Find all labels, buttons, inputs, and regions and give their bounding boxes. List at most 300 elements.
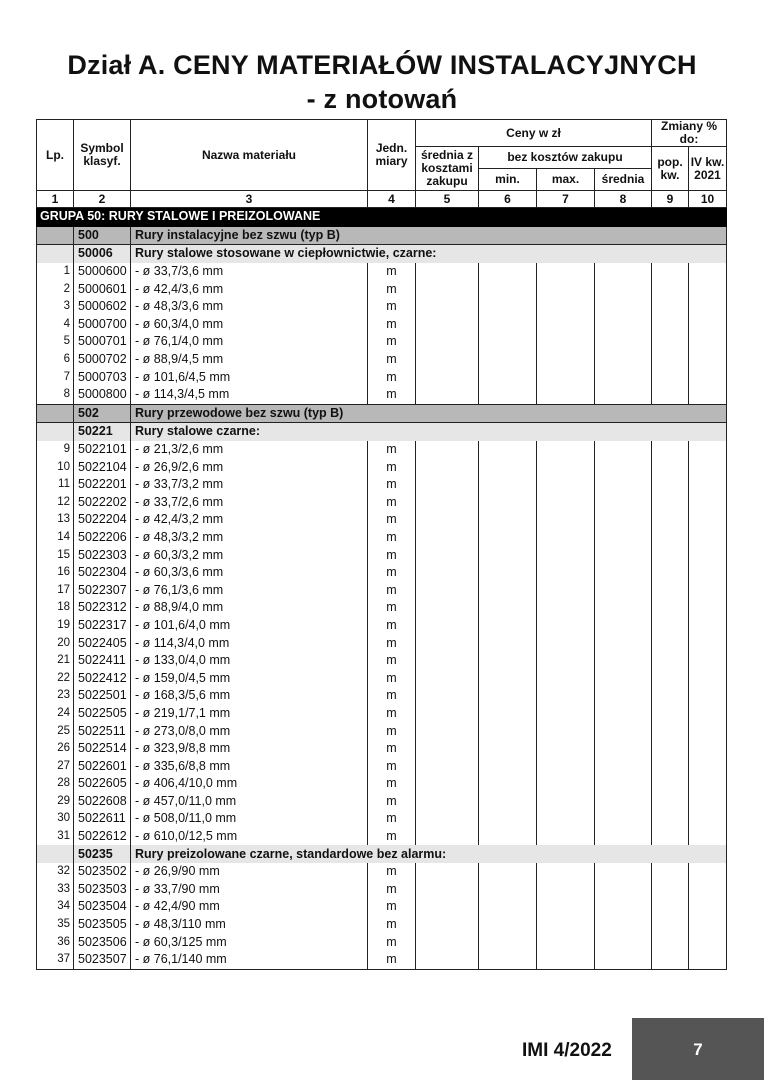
row-lp: 4 xyxy=(37,316,74,334)
row-empty-cell xyxy=(537,333,595,351)
row-empty-cell xyxy=(479,511,537,529)
row-unit: m xyxy=(368,529,416,547)
row-unit: m xyxy=(368,863,416,881)
table-row xyxy=(37,564,727,582)
row-symbol: 5022303 xyxy=(74,546,131,564)
column-number: 8 xyxy=(595,191,652,208)
row-empty-cell xyxy=(595,458,652,476)
row-empty-cell xyxy=(537,316,595,334)
row-unit: m xyxy=(368,740,416,758)
header-avg-with-costs: średnia z kosztami zakupu xyxy=(416,147,479,191)
row-empty-cell xyxy=(595,793,652,811)
row-empty-cell xyxy=(652,634,689,652)
row-empty-cell xyxy=(652,316,689,334)
row-empty-cell xyxy=(689,793,727,811)
column-number: 6 xyxy=(479,191,537,208)
row-unit: m xyxy=(368,617,416,635)
table-row xyxy=(37,458,727,476)
row-empty-cell xyxy=(595,511,652,529)
row-name: - ø 457,0/11,0 mm xyxy=(131,793,368,811)
row-name: - ø 33,7/3,6 mm xyxy=(131,263,368,281)
row-unit: m xyxy=(368,652,416,670)
row-empty-cell xyxy=(416,386,479,404)
row-symbol: 5022601 xyxy=(74,757,131,775)
table-row xyxy=(37,652,727,670)
row-unit: m xyxy=(368,881,416,899)
table-row xyxy=(37,951,727,969)
row-name: - ø 88,9/4,0 mm xyxy=(131,599,368,617)
publication-label: IMI 4/2022 xyxy=(522,1040,612,1061)
row-empty-cell xyxy=(652,599,689,617)
row-lp: 32 xyxy=(37,863,74,881)
row-lp: 21 xyxy=(37,652,74,670)
row-empty-cell xyxy=(689,810,727,828)
row-unit: m xyxy=(368,386,416,404)
row-empty-cell xyxy=(479,263,537,281)
row-lp: 22 xyxy=(37,669,74,687)
row-name: - ø 76,1/3,6 mm xyxy=(131,581,368,599)
row-empty-cell xyxy=(595,333,652,351)
row-empty-cell xyxy=(537,863,595,881)
table-row xyxy=(37,333,727,351)
table-row xyxy=(37,916,727,934)
row-symbol: 5000703 xyxy=(74,368,131,386)
row-empty-cell xyxy=(689,687,727,705)
row-name: - ø 159,0/4,5 mm xyxy=(131,669,368,687)
row-empty-cell xyxy=(479,775,537,793)
row-lp: 28 xyxy=(37,775,74,793)
row-empty-cell xyxy=(537,951,595,969)
subsection-row xyxy=(37,423,727,441)
row-empty-cell xyxy=(689,933,727,951)
row-unit: m xyxy=(368,951,416,969)
row-empty-cell xyxy=(652,916,689,934)
row-symbol: 5023506 xyxy=(74,933,131,951)
row-empty-cell xyxy=(537,564,595,582)
row-empty-cell xyxy=(537,793,595,811)
row-unit: m xyxy=(368,476,416,494)
row-unit: m xyxy=(368,599,416,617)
row-lp: 34 xyxy=(37,898,74,916)
row-symbol: 5000601 xyxy=(74,280,131,298)
row-empty-cell xyxy=(537,740,595,758)
row-empty-cell xyxy=(537,599,595,617)
row-empty-cell xyxy=(479,740,537,758)
row-unit: m xyxy=(368,705,416,723)
row-empty-cell xyxy=(652,705,689,723)
row-empty-cell xyxy=(537,368,595,386)
row-empty-cell xyxy=(652,669,689,687)
row-name: - ø 114,3/4,5 mm xyxy=(131,386,368,404)
row-empty-cell xyxy=(689,333,727,351)
row-empty-cell xyxy=(479,386,537,404)
row-empty-cell xyxy=(689,617,727,635)
row-name: - ø 60,3/4,0 mm xyxy=(131,316,368,334)
row-symbol: 5023505 xyxy=(74,916,131,934)
row-empty-cell xyxy=(652,863,689,881)
row-name: - ø 42,4/90 mm xyxy=(131,898,368,916)
row-symbol: 5000700 xyxy=(74,316,131,334)
row-name: - ø 48,3/3,6 mm xyxy=(131,298,368,316)
row-symbol: 5022505 xyxy=(74,705,131,723)
table-row xyxy=(37,740,727,758)
row-empty-cell xyxy=(652,333,689,351)
row-name: - ø 48,3/110 mm xyxy=(131,916,368,934)
row-empty-cell xyxy=(416,722,479,740)
row-empty-cell xyxy=(537,916,595,934)
row-empty-cell xyxy=(479,529,537,547)
header-unit: Jedn. miary xyxy=(368,120,416,191)
group-heading: GRUPA 50: RURY STALOWE I PREIZOLOWANE xyxy=(37,208,727,227)
row-unit: m xyxy=(368,634,416,652)
row-lp: 20 xyxy=(37,634,74,652)
row-lp: 29 xyxy=(37,793,74,811)
column-number: 10 xyxy=(689,191,727,208)
column-number: 2 xyxy=(74,191,131,208)
row-empty-cell xyxy=(652,881,689,899)
row-empty-cell xyxy=(479,476,537,494)
subsection-code: 50235 xyxy=(74,845,131,863)
row-unit: m xyxy=(368,828,416,846)
row-lp: 16 xyxy=(37,564,74,582)
row-empty-cell xyxy=(537,386,595,404)
table-row xyxy=(37,316,727,334)
row-empty-cell xyxy=(416,951,479,969)
row-name: - ø 114,3/4,0 mm xyxy=(131,634,368,652)
row-empty-cell xyxy=(689,581,727,599)
subsection-row xyxy=(37,845,727,863)
row-symbol: 5022511 xyxy=(74,722,131,740)
row-symbol: 5000600 xyxy=(74,263,131,281)
row-empty-cell xyxy=(595,546,652,564)
section-code: 500 xyxy=(74,226,131,245)
row-empty-cell xyxy=(479,722,537,740)
row-unit: m xyxy=(368,669,416,687)
row-lp: 2 xyxy=(37,280,74,298)
row-lp: 33 xyxy=(37,881,74,899)
row-lp: 30 xyxy=(37,810,74,828)
row-empty-cell xyxy=(652,810,689,828)
table-row xyxy=(37,828,727,846)
row-empty-cell xyxy=(652,722,689,740)
row-empty-cell xyxy=(652,933,689,951)
row-name: - ø 273,0/8,0 mm xyxy=(131,722,368,740)
row-empty-cell xyxy=(689,757,727,775)
row-empty-cell xyxy=(537,511,595,529)
price-table xyxy=(36,119,727,970)
row-lp: 3 xyxy=(37,298,74,316)
row-name: - ø 60,3/3,6 mm xyxy=(131,564,368,582)
row-empty-cell xyxy=(479,652,537,670)
row-name: - ø 26,9/2,6 mm xyxy=(131,458,368,476)
row-unit: m xyxy=(368,898,416,916)
row-empty-cell xyxy=(537,581,595,599)
row-empty-cell xyxy=(537,669,595,687)
row-empty-cell xyxy=(652,581,689,599)
row-lp: 8 xyxy=(37,386,74,404)
page-subtitle: - z notowań xyxy=(306,84,458,114)
row-empty-cell xyxy=(595,828,652,846)
row-lp: 19 xyxy=(37,617,74,635)
row-empty-cell xyxy=(652,564,689,582)
row-empty-cell xyxy=(537,828,595,846)
row-symbol: 5022307 xyxy=(74,581,131,599)
row-empty-cell xyxy=(479,351,537,369)
section-row xyxy=(37,404,727,423)
row-empty-cell xyxy=(537,476,595,494)
row-empty-cell xyxy=(537,351,595,369)
row-empty-cell xyxy=(595,316,652,334)
row-empty-cell xyxy=(537,881,595,899)
row-unit: m xyxy=(368,280,416,298)
row-unit: m xyxy=(368,581,416,599)
table-row xyxy=(37,494,727,512)
row-lp: 5 xyxy=(37,333,74,351)
row-empty-cell xyxy=(595,757,652,775)
row-empty-cell xyxy=(689,494,727,512)
row-empty-cell xyxy=(652,351,689,369)
row-unit: m xyxy=(368,368,416,386)
table-row xyxy=(37,810,727,828)
section-lp-cell xyxy=(37,226,74,245)
row-empty-cell xyxy=(689,441,727,459)
row-empty-cell xyxy=(537,617,595,635)
header-prev-quarter: pop. kw. xyxy=(652,147,689,191)
page-title: Dział A. CENY MATERIAŁÓW INSTALACYJNYCH xyxy=(67,50,697,80)
column-number: 1 xyxy=(37,191,74,208)
row-empty-cell xyxy=(479,316,537,334)
row-empty-cell xyxy=(595,368,652,386)
header-q4-2021: IV kw. 2021 xyxy=(689,147,727,191)
row-empty-cell xyxy=(689,476,727,494)
row-empty-cell xyxy=(689,351,727,369)
row-lp: 23 xyxy=(37,687,74,705)
row-symbol: 5022101 xyxy=(74,441,131,459)
row-name: - ø 42,4/3,6 mm xyxy=(131,280,368,298)
row-empty-cell xyxy=(479,581,537,599)
row-symbol: 5022411 xyxy=(74,652,131,670)
row-empty-cell xyxy=(416,916,479,934)
row-empty-cell xyxy=(537,494,595,512)
row-empty-cell xyxy=(537,529,595,547)
row-empty-cell xyxy=(416,705,479,723)
table-row xyxy=(37,898,727,916)
row-symbol: 5022514 xyxy=(74,740,131,758)
row-name: - ø 48,3/3,2 mm xyxy=(131,529,368,547)
table-row xyxy=(37,476,727,494)
row-lp: 17 xyxy=(37,581,74,599)
table-row xyxy=(37,298,727,316)
row-empty-cell xyxy=(416,634,479,652)
row-empty-cell xyxy=(689,368,727,386)
row-empty-cell xyxy=(652,652,689,670)
row-empty-cell xyxy=(479,757,537,775)
row-empty-cell xyxy=(479,494,537,512)
row-empty-cell xyxy=(689,705,727,723)
row-name: - ø 406,4/10,0 mm xyxy=(131,775,368,793)
row-empty-cell xyxy=(479,828,537,846)
table-row xyxy=(37,863,727,881)
row-empty-cell xyxy=(416,863,479,881)
row-symbol: 5022612 xyxy=(74,828,131,846)
row-empty-cell xyxy=(416,933,479,951)
table-row xyxy=(37,368,727,386)
row-symbol: 5000800 xyxy=(74,386,131,404)
row-symbol: 5022304 xyxy=(74,564,131,582)
section-label: Rury instalacyjne bez szwu (typ B) xyxy=(131,226,727,245)
row-symbol: 5022412 xyxy=(74,669,131,687)
row-lp: 15 xyxy=(37,546,74,564)
row-empty-cell xyxy=(479,933,537,951)
row-empty-cell xyxy=(689,599,727,617)
row-empty-cell xyxy=(416,652,479,670)
row-empty-cell xyxy=(689,529,727,547)
row-empty-cell xyxy=(595,775,652,793)
row-empty-cell xyxy=(652,441,689,459)
row-empty-cell xyxy=(595,263,652,281)
row-name: - ø 60,3/125 mm xyxy=(131,933,368,951)
row-empty-cell xyxy=(416,828,479,846)
row-symbol: 5022312 xyxy=(74,599,131,617)
row-name: - ø 101,6/4,0 mm xyxy=(131,617,368,635)
row-empty-cell xyxy=(416,546,479,564)
column-number: 3 xyxy=(131,191,368,208)
row-empty-cell xyxy=(652,529,689,547)
row-empty-cell xyxy=(416,529,479,547)
row-unit: m xyxy=(368,298,416,316)
row-empty-cell xyxy=(595,916,652,934)
row-empty-cell xyxy=(689,652,727,670)
row-empty-cell xyxy=(595,617,652,635)
row-empty-cell xyxy=(416,333,479,351)
row-empty-cell xyxy=(416,581,479,599)
row-empty-cell xyxy=(595,634,652,652)
subsection-lp-cell xyxy=(37,845,74,863)
row-empty-cell xyxy=(652,476,689,494)
row-empty-cell xyxy=(652,740,689,758)
table-row xyxy=(37,351,727,369)
row-name: - ø 42,4/3,2 mm xyxy=(131,511,368,529)
table-row xyxy=(37,757,727,775)
row-empty-cell xyxy=(595,669,652,687)
table-row xyxy=(37,722,727,740)
row-empty-cell xyxy=(595,441,652,459)
row-empty-cell xyxy=(479,546,537,564)
row-empty-cell xyxy=(479,280,537,298)
row-empty-cell xyxy=(689,898,727,916)
row-empty-cell xyxy=(652,687,689,705)
row-unit: m xyxy=(368,687,416,705)
row-empty-cell xyxy=(689,316,727,334)
row-name: - ø 88,9/4,5 mm xyxy=(131,351,368,369)
header-name: Nazwa materiału xyxy=(131,120,368,191)
row-empty-cell xyxy=(479,617,537,635)
row-empty-cell xyxy=(595,705,652,723)
row-empty-cell xyxy=(537,775,595,793)
row-unit: m xyxy=(368,722,416,740)
row-empty-cell xyxy=(479,951,537,969)
row-unit: m xyxy=(368,546,416,564)
row-empty-cell xyxy=(689,298,727,316)
row-name: - ø 60,3/3,2 mm xyxy=(131,546,368,564)
row-lp: 14 xyxy=(37,529,74,547)
header-symbol: Symbol klasyf. xyxy=(74,120,131,191)
row-empty-cell xyxy=(652,298,689,316)
row-symbol: 5023504 xyxy=(74,898,131,916)
row-empty-cell xyxy=(595,564,652,582)
row-unit: m xyxy=(368,316,416,334)
row-empty-cell xyxy=(416,687,479,705)
row-empty-cell xyxy=(537,652,595,670)
row-empty-cell xyxy=(652,951,689,969)
row-empty-cell xyxy=(479,810,537,828)
subsection-label: Rury preizolowane czarne, standardowe bez alarmu: xyxy=(131,845,727,863)
row-name: - ø 508,0/11,0 mm xyxy=(131,810,368,828)
row-empty-cell xyxy=(652,386,689,404)
row-empty-cell xyxy=(595,863,652,881)
row-lp: 26 xyxy=(37,740,74,758)
row-empty-cell xyxy=(595,951,652,969)
row-symbol: 5022501 xyxy=(74,687,131,705)
row-name: - ø 76,1/4,0 mm xyxy=(131,333,368,351)
row-symbol: 5023507 xyxy=(74,951,131,969)
row-lp: 31 xyxy=(37,828,74,846)
subsection-label: Rury stalowe stosowane w ciepłownictwie, czarne: xyxy=(131,245,727,263)
row-empty-cell xyxy=(416,298,479,316)
row-empty-cell xyxy=(689,863,727,881)
row-empty-cell xyxy=(689,740,727,758)
row-empty-cell xyxy=(537,933,595,951)
row-empty-cell xyxy=(537,687,595,705)
subsection-lp-cell xyxy=(37,245,74,263)
table-row xyxy=(37,687,727,705)
row-empty-cell xyxy=(416,669,479,687)
row-empty-cell xyxy=(537,546,595,564)
row-empty-cell xyxy=(479,333,537,351)
row-empty-cell xyxy=(537,810,595,828)
row-empty-cell xyxy=(595,351,652,369)
table-row xyxy=(37,581,727,599)
row-empty-cell xyxy=(537,441,595,459)
row-symbol: 5000701 xyxy=(74,333,131,351)
row-name: - ø 21,3/2,6 mm xyxy=(131,441,368,459)
row-name: - ø 335,6/8,8 mm xyxy=(131,757,368,775)
row-empty-cell xyxy=(416,564,479,582)
row-empty-cell xyxy=(416,263,479,281)
row-empty-cell xyxy=(479,705,537,723)
row-symbol: 5022206 xyxy=(74,529,131,547)
row-empty-cell xyxy=(479,669,537,687)
column-number: 9 xyxy=(652,191,689,208)
row-empty-cell xyxy=(479,881,537,899)
row-lp: 27 xyxy=(37,757,74,775)
row-unit: m xyxy=(368,793,416,811)
row-empty-cell xyxy=(416,316,479,334)
row-unit: m xyxy=(368,263,416,281)
row-empty-cell xyxy=(689,263,727,281)
row-empty-cell xyxy=(537,722,595,740)
row-empty-cell xyxy=(689,916,727,934)
section-lp-cell xyxy=(37,404,74,423)
row-lp: 18 xyxy=(37,599,74,617)
row-lp: 11 xyxy=(37,476,74,494)
column-number: 5 xyxy=(416,191,479,208)
row-lp: 1 xyxy=(37,263,74,281)
subsection-lp-cell xyxy=(37,423,74,441)
row-empty-cell xyxy=(416,368,479,386)
row-lp: 37 xyxy=(37,951,74,969)
row-empty-cell xyxy=(479,441,537,459)
